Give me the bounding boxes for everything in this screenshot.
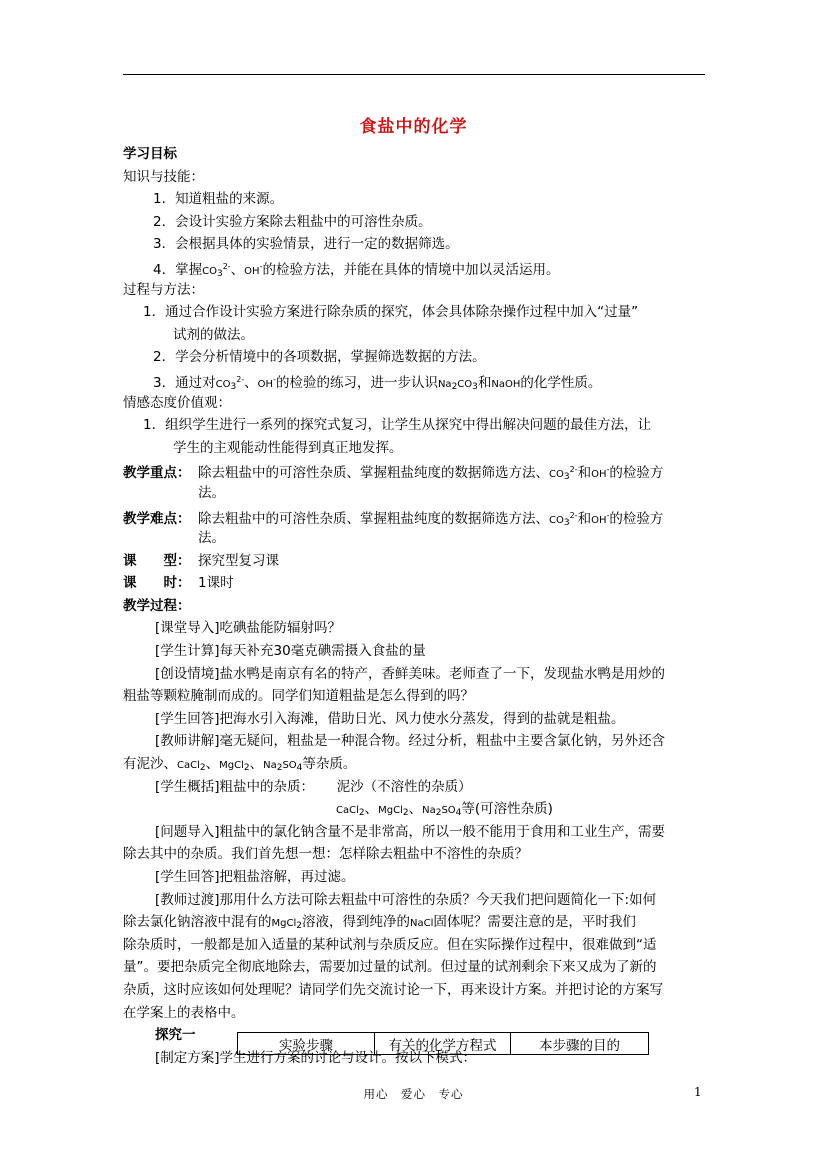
step-scenario: [创设情境]盐水鸭是南京有名的特产，香鲜美味。老师查了一下，发现盐水鸭是用炒的 bbox=[155, 665, 666, 682]
header-rule bbox=[123, 74, 705, 75]
step-answer-1: [学生回答]把海水引入海滩，借助日光、风力使水分蒸发，得到的盐就是粗盐。 bbox=[155, 710, 625, 727]
step-answer-2: [学生回答]把粗盐溶解，再过滤。 bbox=[155, 869, 355, 885]
page-title: 食盐中的化学 bbox=[359, 117, 468, 137]
objectives-heading: 学习目标 bbox=[123, 146, 177, 162]
footer-motto: 用心 爱心 专心 bbox=[363, 1087, 464, 1101]
plan-table bbox=[237, 1032, 649, 1055]
teaching-difficulty: 教学难点： 除去粗盐中的可溶性杂质、掌握粗盐纯度的数据筛选方法、$CO_3^{2-}$和OH-的检验方 bbox=[123, 510, 664, 528]
process-label: 过程与方法： bbox=[123, 281, 204, 298]
step-transition-c: 除杂质时，一般都是加入适量的某种试剂与杂质反应。但在实际操作过程中，很难做到“适 bbox=[123, 936, 657, 953]
process-item-2: 2．学会分析情境中的各项数据，掌握筛选数据的方法。 bbox=[153, 349, 486, 366]
step-transition-e: 杂质，这时应该如何处理呢？请同学们先交流讨论一下，再来设计方案。并把讨论的方案写 bbox=[123, 981, 663, 998]
table-header-steps: 实验步骤 bbox=[238, 1033, 375, 1055]
knowledge-item-4: 4．掌握$CO_3^{2-}$、OH-的检验方法，并能在具体的情境中加以灵活运用。 bbox=[153, 261, 560, 279]
step-intro: [课堂导入]吃碘盐能防辐射吗？ bbox=[155, 620, 342, 637]
table-header-purpose: 本步骤的目的 bbox=[511, 1033, 649, 1055]
table-header-equation: 有关的化学方程式 bbox=[375, 1033, 511, 1055]
step-question: [问题导入]粗盐中的氯化钠含量不是非常高，所以一般不能用于食用和工业生产，需要 bbox=[155, 823, 666, 840]
emotion-item-1-cont: 学生的主观能动性能得到真正地发挥。 bbox=[173, 439, 403, 456]
explore-heading: 探究一 bbox=[155, 1027, 196, 1044]
teaching-focus: 教学重点： 除去粗盐中的可溶性杂质、掌握粗盐纯度的数据筛选方法、$CO_3^{2-}$和OH-的检验方 bbox=[123, 465, 664, 483]
process-item-1-cont: 试剂的做法。 bbox=[173, 326, 254, 343]
insoluble-impurity: 泥沙（不溶性的杂质） bbox=[336, 778, 472, 795]
knowledge-item-3: 3．会根据具体的实验情景，进行一定的数据筛选。 bbox=[153, 236, 459, 253]
knowledge-label: 知识与技能： bbox=[123, 168, 204, 185]
step-calc: [学生计算]每天补充30毫克碘需摄入食盐的量 bbox=[155, 643, 426, 660]
step-transition-b: 除去氯化钠溶液中混有的MgCl$_2$溶液，得到纯净的NaCl固体呢？需要注意的是，平时我们 bbox=[123, 914, 636, 932]
step-transition-f: 在学案上的表格中。 bbox=[123, 1004, 245, 1021]
page-number: 1 bbox=[694, 1085, 702, 1099]
document-body bbox=[123, 143, 705, 1069]
lesson-type: 课 型： 探究型复习课 bbox=[123, 552, 279, 569]
step-transition-d: 量”。要把杂质完全彻底地除去，需要加过量的试剂。但过量的试剂剩余下来又成为了新的 bbox=[123, 959, 657, 976]
knowledge-item-1: 1．知道粗盐的来源。 bbox=[153, 191, 284, 208]
process-item-1: 1．通过合作设计实验方案进行除杂质的探究，体会具体除杂操作过程中加入“过量” bbox=[143, 304, 639, 321]
step-plan: [制定方案]学生进行方案的讨论与设计。按以下模式： bbox=[155, 1049, 477, 1066]
knowledge-item-2: 2．会设计实验方案除去粗盐中的可溶性杂质。 bbox=[153, 213, 432, 230]
step-scenario-cont: 粗盐等颗粒腌制而成的。同学们知道粗盐是怎么得到的吗？ bbox=[123, 688, 474, 705]
step-explain-cont: 有泥沙、CaCl$_2$、MgCl$_2$、$Na_2SO_4$等杂质。 bbox=[123, 756, 357, 774]
teaching-focus-cont: 法。 bbox=[198, 484, 225, 501]
step-transition: [教师过渡]那用什么方法可除去粗盐中可溶性的杂质？今天我们把问题简化一下:如何 bbox=[155, 891, 657, 908]
teaching-difficulty-cont: 法。 bbox=[198, 530, 225, 547]
emotion-item-1: 1．组织学生进行一系列的探究式复习，让学生从探究中得出解决问题的最佳方法，让 bbox=[143, 417, 652, 434]
emotion-label: 情感态度价值观： bbox=[123, 394, 231, 411]
step-question-cont: 除去其中的杂质。我们首先想一想：怎样除去粗盐中不溶性的杂质？ bbox=[123, 846, 528, 863]
process-item-3: 3．通过对$CO_3^{2-}$、OH-的检验的练习，进一步认识$Na_2CO_3$和NaOH的化学性质。 bbox=[153, 374, 602, 392]
process-heading: 教学过程： bbox=[123, 597, 191, 614]
table-header-row bbox=[238, 1033, 649, 1055]
step-summary-soluble: CaCl$_2$、MgCl$_2$、$Na_2SO_4$等(可溶性杂质) bbox=[336, 801, 553, 819]
step-explain: [教师讲解]毫无疑问，粗盐是一种混合物。经过分析，粗盐中主要含氯化钠，另外还含 bbox=[155, 733, 666, 750]
lesson-hours: 课 时： 1课时 bbox=[123, 575, 234, 592]
step-summary: [学生概括]粗盐中的杂质： 泥沙（不溶性的杂质） bbox=[155, 778, 472, 795]
